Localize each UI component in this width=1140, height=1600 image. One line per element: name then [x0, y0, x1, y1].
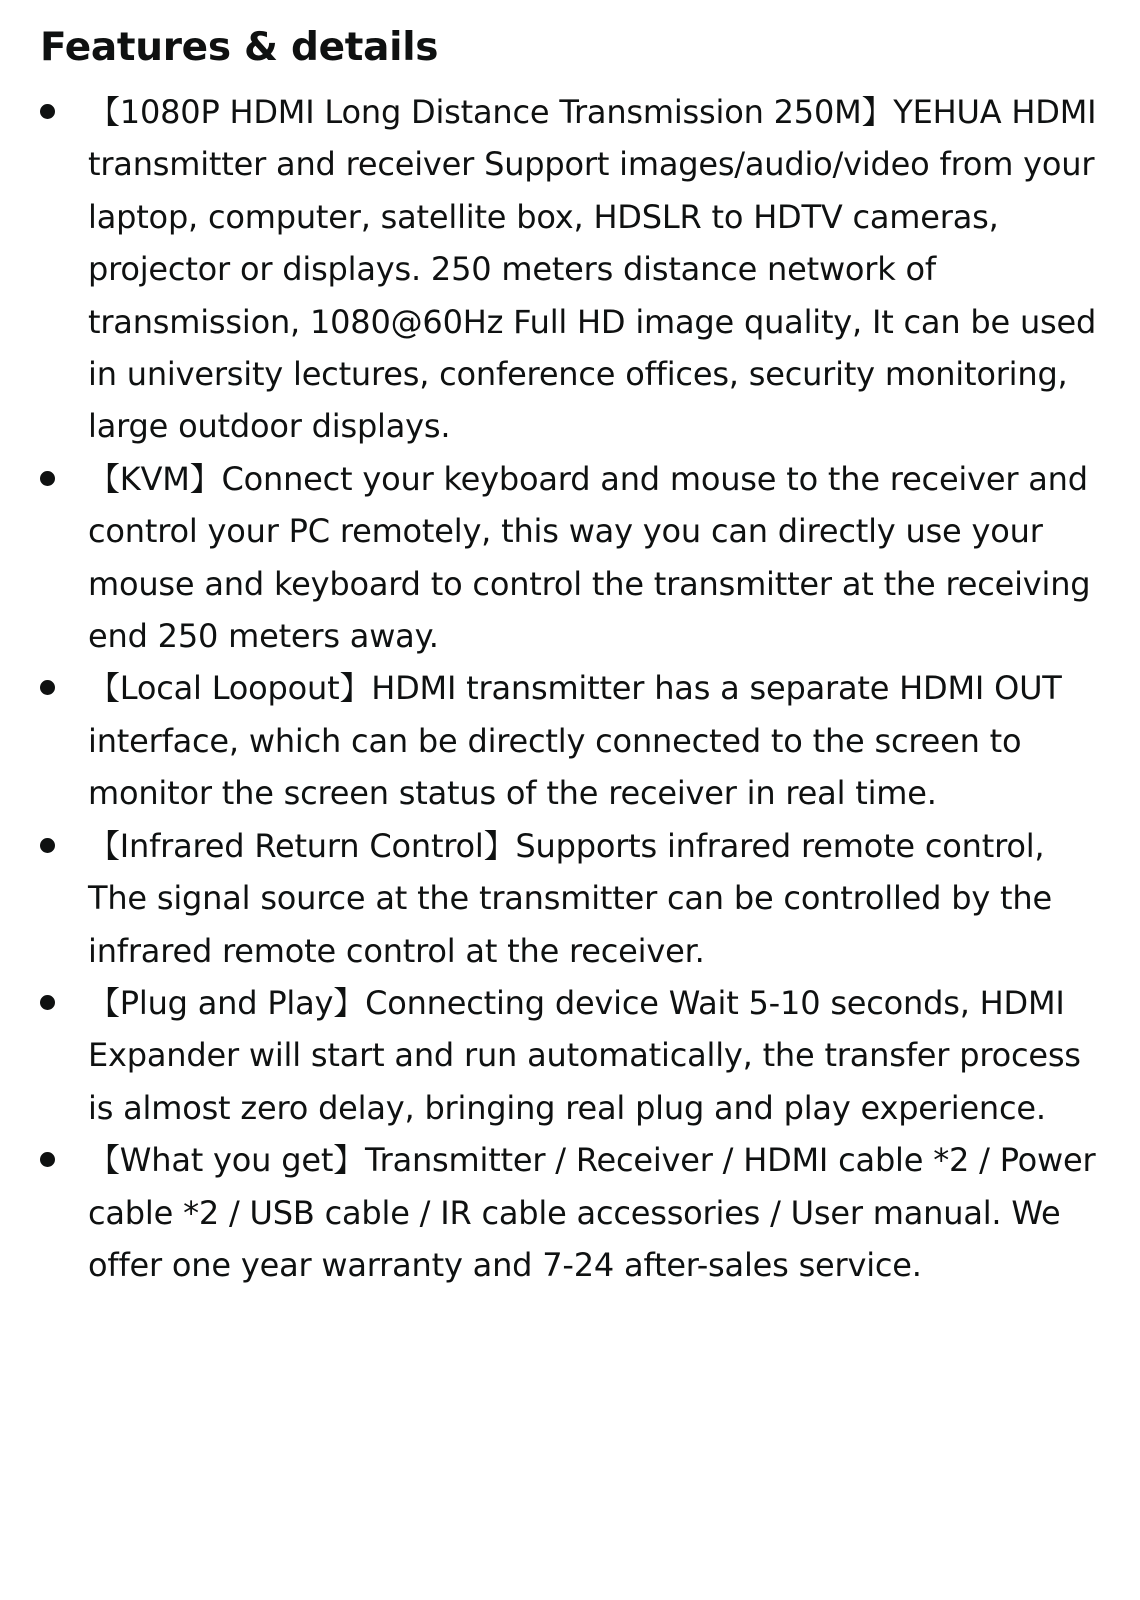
bullet-icon: [40, 471, 55, 486]
feature-item: [40, 977, 1100, 1134]
feature-list: [40, 86, 1100, 1291]
section-title: Features & details: [40, 25, 439, 70]
bullet-icon: [40, 995, 55, 1010]
feature-item: [40, 1134, 1100, 1291]
feature-item: [40, 820, 1100, 977]
bullet-icon: [40, 1152, 55, 1167]
bullet-icon: [40, 680, 55, 695]
bullet-icon: [40, 104, 55, 119]
feature-text: 【1080P HDMI Long Distance Transmission 250M】YEHUA HDMI transmitter and receiver Support images/audio/video from your laptop, computer, satellite box, HDSLR to HDTV cameras, projector or displays. 250 meters distance network of transmission, 1080@60Hz Full HD image quality, It can be used in university lectures, conference offices, security monitoring, large outdoor displays.: [88, 93, 1097, 446]
feature-item: [40, 662, 1100, 819]
bullet-icon: [40, 838, 55, 853]
feature-text: 【Infrared Return Control】Supports infrared remote control, The signal source at the transmitter can be controlled by the infrared remote control at the receiver.: [88, 826, 1052, 970]
feature-text: 【KVM】Connect your keyboard and mouse to the receiver and control your PC remotely, this way you can directly use your mouse and keyboard to control the transmitter at the receiving end 250 meters away.: [88, 459, 1091, 656]
feature-item: [40, 86, 1100, 453]
feature-item: [40, 453, 1100, 663]
feature-text: 【What you get】Transmitter / Receiver / HDMI cable *2 / Power cable *2 / USB cable / IR cable accessories / User manual. We offer one year warranty and 7-24 after-sales service.: [88, 1141, 1096, 1284]
feature-text: 【Plug and Play】Connecting device Wait 5-10 seconds, HDMI Expander will start and run automatically, the transfer process is almost zero delay, bringing real plug and play experience.: [88, 983, 1081, 1127]
feature-text: 【Local Loopout】HDMI transmitter has a separate HDMI OUT interface, which can be directly connected to the screen to monitor the screen status of the receiver in real time.: [88, 669, 1062, 813]
